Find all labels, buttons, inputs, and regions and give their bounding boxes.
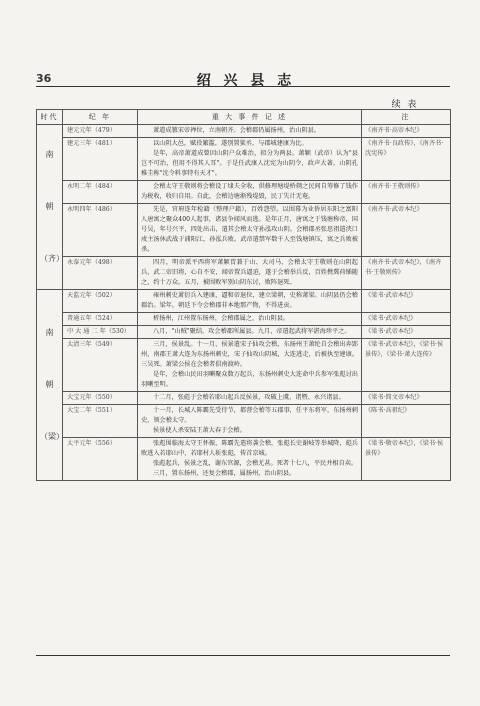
note-cell: 《梁书·敬帝本纪》，《梁书·侯景传》 bbox=[362, 438, 451, 481]
continued-label: 续 表 bbox=[391, 100, 419, 110]
table-row bbox=[37, 313, 451, 326]
era-char: （梁） bbox=[40, 432, 64, 441]
year-cell: 太平元年（556） bbox=[63, 438, 138, 481]
event-paragraph: 四月，明帝派平西将军萧颖胄兼于山、大司马、会稽太守王敬则在山阴起兵，武二帝旧将，心自不安，闻帝置兵逼迫，遂于会稽举兵反，百姓携冀荷锸随之，约十万众。五月，被围败军别山阴东讨，败阵退死。 bbox=[141, 259, 358, 286]
event-paragraph: 析扬州，江州置东扬州，会稽郡属之，治山阴县。 bbox=[153, 315, 290, 322]
note-cell: 《梁书·武帝本纪》 bbox=[362, 313, 451, 326]
event-cell bbox=[138, 257, 362, 290]
event-cell bbox=[138, 290, 362, 313]
footer-rule bbox=[36, 655, 450, 656]
event-cell bbox=[138, 138, 362, 181]
event-paragraph: 八月，"山贼"聚结，攻会稽郡所属县。九月，帝遣起武将军湛海珍平之。 bbox=[153, 328, 351, 335]
table-row bbox=[37, 392, 451, 405]
event-paragraph: 先是，官府连年检籍（整理户籍），百姓怨望。以围幕为业侨居东阳之富阳人唐寓之聚众400人起事，诸县争闻风而逃。是年正月，唐寓之于钱塘称帝，国号吴，年号兴平，四处出击，遣其会稽太守孙泓攻山阴。会稽郡丞张思祖遣浃口戍主汤休武战于浦阳江，孙泓兵败。武帝遣禁军数千人至钱塘镇压，寓之兵败被杀。 bbox=[141, 206, 358, 253]
chronicle-table bbox=[36, 109, 451, 481]
event-paragraph: 会稽太守王敬则将会稽设丁埭夫全收，供修理塘堤桥剃之民间自筹修了钱作为税收，收归自用。自此，会稽边塘渐残堤毁，民丁失计无奄。 bbox=[141, 183, 358, 200]
event-cell bbox=[138, 339, 362, 392]
col-event-header: 重 大 事 件 记 述 bbox=[138, 110, 362, 125]
year-cell: 中 大 通 二 年（530） bbox=[63, 326, 138, 339]
event-paragraph: 以山阴大邑，赋役繁滥，遂别置狱丞，与郡城建康为比。 bbox=[153, 140, 308, 147]
event-paragraph: 三月，置东扬州，还复会稽郡，属扬州，治山阴县。 bbox=[153, 470, 296, 477]
event-paragraph: 萧道成篡宋帝禅位，立南朝齐。会稽郡仍属扬州，治山阴县。 bbox=[153, 127, 321, 134]
table-body bbox=[37, 125, 451, 481]
note-cell: 《梁书·武帝本纪》 bbox=[362, 326, 451, 339]
note-cell: 《南齐书·武帝本纪》 bbox=[362, 204, 451, 257]
col-note-header: 注 bbox=[362, 110, 451, 125]
event-paragraph: 三月，侯景乱。十一月，侯景遣宋子仙攻会稽，东扬州王萧纶自会稽出奔郢州，南郡王萧大连为东扬州刺史，宋子仙攻山阴城，大连逃走，后被执至建康。三吴死。萧梁公侯在会稽者俱南渡岭。 bbox=[141, 341, 358, 368]
year-cell: 普通五年（524） bbox=[63, 313, 138, 326]
year-cell: 建元三年（481） bbox=[63, 138, 138, 181]
event-cell bbox=[138, 405, 362, 438]
year-cell: 太清三年（549） bbox=[63, 339, 138, 392]
table-row bbox=[37, 125, 451, 138]
year-cell: 天监元年（502） bbox=[63, 290, 138, 313]
header-rule bbox=[36, 86, 450, 87]
event-paragraph: 是年，会稽山民田羽喇聚众数万起兵，东扬州刺史大连命中兵参军张彪讨出羽喇至明。 bbox=[141, 371, 358, 388]
era-char: 南 bbox=[45, 328, 54, 337]
event-cell bbox=[138, 313, 362, 326]
note-cell: 《南齐书·武帝本纪》，《南齐书·王敬则传》 bbox=[362, 257, 451, 290]
event-paragraph: 是年，高帝萧道成曾因山阴户众难治，拟分为两县。萧颖（武帝）认为"县岂不可治，但用不得其人耳"。于是任武康人沈宪为山阴令，政声大著。山阴孔稚圭称"沈令料事特有天才"。 bbox=[141, 150, 358, 177]
table-row bbox=[37, 438, 451, 481]
event-paragraph: 侯景使人杀安陆王萧大春于会稽。 bbox=[153, 427, 246, 434]
event-paragraph: 张彪围临海太守王怀振，陈霸先遣将袭会稽，张彪长史谢岐等举城降，彪兵败逃入若耶山中，若耶村人斩张彪，传首京城。 bbox=[141, 440, 358, 457]
note-cell: 《梁书·简文帝本纪》 bbox=[362, 392, 451, 405]
event-cell bbox=[138, 204, 362, 257]
year-cell: 大宝二年（551） bbox=[63, 405, 138, 438]
event-cell bbox=[138, 125, 362, 138]
note-cell: 《南齐书·王敬则传》 bbox=[362, 181, 451, 204]
event-paragraph: 十二月，张彪于会稽若耶山起兵反侯景，攻破上虞、诸暨、永兴诸县。 bbox=[153, 394, 345, 401]
col-era-header: 时代 bbox=[37, 110, 63, 125]
era-cell bbox=[37, 290, 63, 481]
table-row bbox=[37, 326, 451, 339]
col-year-header: 纪 年 bbox=[63, 110, 138, 125]
event-paragraph: 雍州刺史萧衍兵入建康，逼和帝退位，建立梁朝，史称萧梁。山阴县仍会稽郡治。梁年，朝廷下令会稽郡非本地那产物，不得进贡。 bbox=[141, 292, 358, 309]
table-row bbox=[37, 290, 451, 313]
note-cell: 《梁书·武帝本纪》 bbox=[362, 290, 451, 313]
note-cell: 《梁书·武帝本纪》，《梁书·侯景传》，《梁书·萧大连传》 bbox=[362, 339, 451, 392]
era-cell bbox=[37, 125, 63, 290]
year-cell: 建元元年（479） bbox=[63, 125, 138, 138]
note-cell: 《南齐书·高帝本纪》 bbox=[362, 125, 451, 138]
table-row bbox=[37, 405, 451, 438]
page-number: 36 bbox=[36, 72, 52, 85]
table-row bbox=[37, 339, 451, 392]
event-paragraph: 十一月，长城人陈霸先受侍节，都督会稽等五郡事，任平东将军，东扬州刺史，领会稽太守。 bbox=[141, 407, 358, 424]
table-header-row bbox=[37, 110, 451, 125]
running-title: 绍 兴 县 志 bbox=[196, 73, 296, 89]
year-cell: 大宝元年（550） bbox=[63, 392, 138, 405]
note-cell: 《陈书·高祖纪》 bbox=[362, 405, 451, 438]
event-paragraph: 张彪起兵，侯景之乱，谢东官源，会稽尤甚。死者十七八，平民并相自卖。 bbox=[153, 460, 358, 467]
era-char: （齐） bbox=[40, 254, 64, 263]
event-cell bbox=[138, 326, 362, 339]
year-cell: 永泰元年（498） bbox=[63, 257, 138, 290]
table-row bbox=[37, 138, 451, 181]
event-cell bbox=[138, 181, 362, 204]
era-char: 南 bbox=[45, 150, 54, 159]
table-row bbox=[37, 181, 451, 204]
year-cell: 永明二年（484） bbox=[63, 181, 138, 204]
table-row bbox=[37, 204, 451, 257]
era-char: 朝 bbox=[45, 202, 54, 211]
era-char: 朝 bbox=[45, 380, 54, 389]
event-cell bbox=[138, 392, 362, 405]
note-cell: 《南齐书·良政传》，《南齐书·沈宪传》 bbox=[362, 138, 451, 181]
table-row bbox=[37, 257, 451, 290]
year-cell: 永明四年（486） bbox=[63, 204, 138, 257]
event-cell bbox=[138, 438, 362, 481]
